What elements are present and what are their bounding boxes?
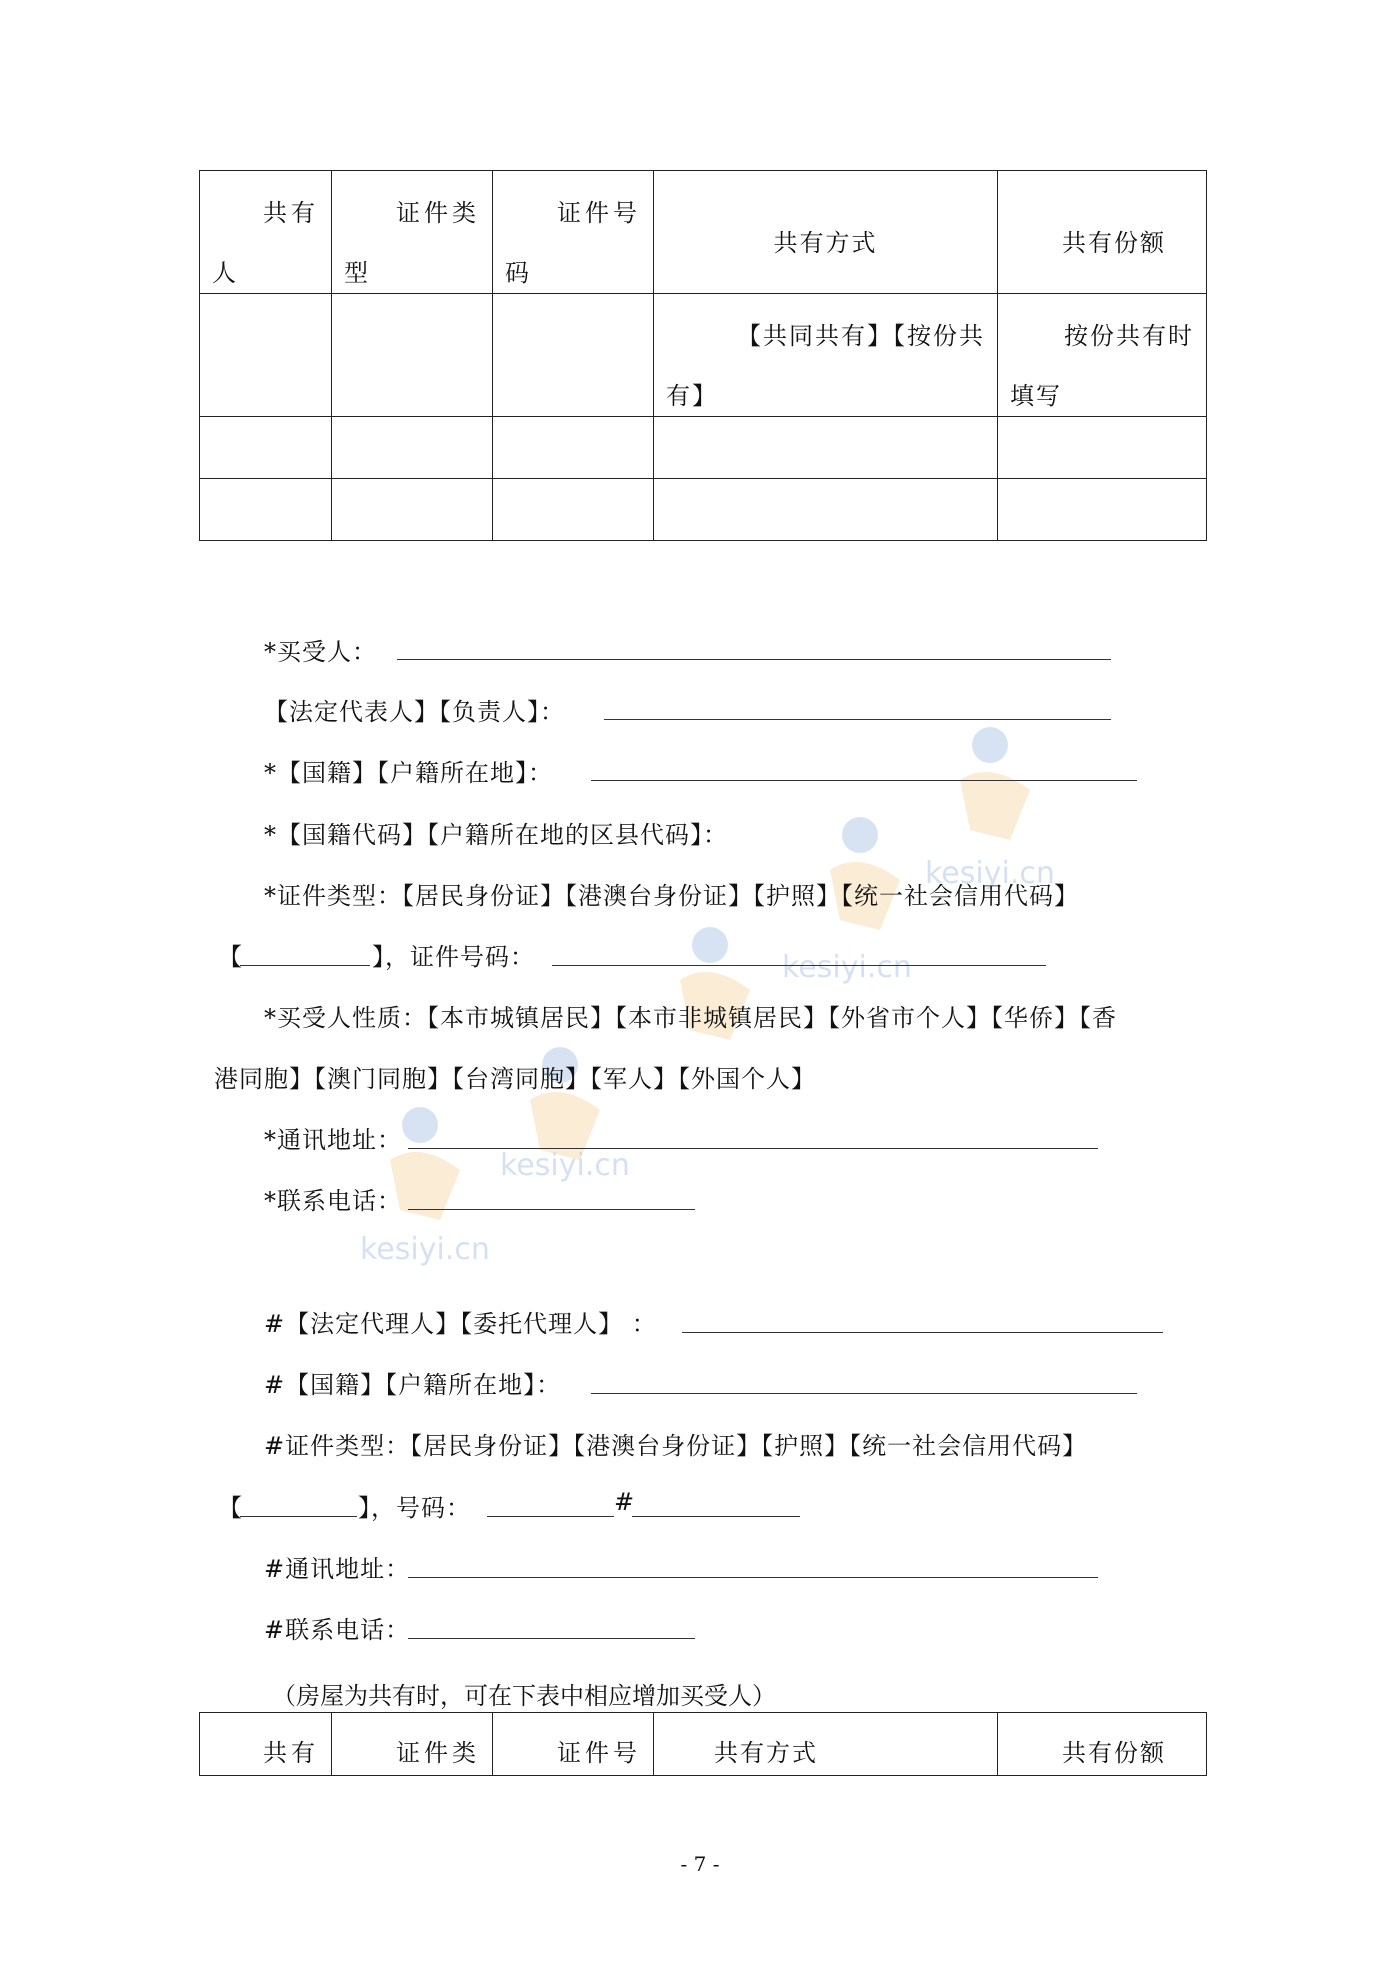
agent-phone-field[interactable] (408, 1638, 695, 1639)
agent-label: #【法定代理人】【委托代理人】 ： (264, 1310, 657, 1338)
table-cell[interactable] (200, 294, 332, 417)
header-text: 共有份额 (1062, 1739, 1166, 1767)
representative-field[interactable] (604, 719, 1111, 720)
id-number-label: 】，证件号码： (372, 943, 535, 971)
watermark-text: kesiyi.cn (925, 856, 1055, 891)
agent-id-hash: # (614, 1488, 636, 1516)
table-cell[interactable] (654, 417, 998, 479)
share-note-text: 按份共有时 (1064, 322, 1194, 350)
watermark-figure-icon (930, 720, 1080, 850)
agent-id-number-field-2[interactable] (632, 1516, 800, 1517)
header-cell-id-type (332, 171, 493, 294)
header-text: 共有 (263, 1739, 319, 1767)
header-text: 型 (344, 259, 368, 287)
buyer-label: *买受人： (264, 638, 377, 666)
nationality-code-label: *【国籍代码】【户籍所在地的区县代码】： (264, 821, 728, 849)
table-cell-share[interactable] (998, 294, 1207, 417)
co-owner-table (199, 170, 1207, 541)
table-row (200, 294, 1207, 417)
header-cell-ownership-mode (654, 171, 998, 294)
table-cell[interactable] (200, 417, 332, 479)
header-text: 共有方式 (773, 229, 878, 257)
table-header-row (200, 171, 1207, 294)
table-cell[interactable] (332, 417, 493, 479)
table-cell[interactable] (493, 294, 654, 417)
header-text: 共有份额 (1062, 229, 1166, 257)
agent-id-open-bracket: 【 (218, 1494, 243, 1522)
mode-options-text: 【共同共有】【按份共 (737, 322, 985, 350)
phone-field[interactable] (408, 1209, 695, 1210)
agent-nationality-label: #【国籍】【户籍所在地】： (264, 1371, 562, 1399)
header-text: 证件类 (396, 1739, 480, 1767)
table-cell[interactable] (493, 479, 654, 541)
header-cell-id-number (493, 1713, 654, 1776)
watermark-text: kesiyi.cn (782, 950, 912, 985)
co-owner-table-2 (199, 1712, 1207, 1776)
address-label: *通讯地址： (264, 1126, 402, 1154)
header-text: 共有方式 (714, 1739, 818, 1767)
agent-address-label: #通讯地址： (264, 1555, 411, 1583)
header-text: 码 (505, 259, 529, 287)
co-owner-caption: （房屋为共有时，可在下表中相应增加买受人） (272, 1682, 776, 1710)
id-other-open-bracket: 【 (218, 943, 243, 971)
agent-nationality-field[interactable] (591, 1393, 1137, 1394)
watermark-text: kesiyi.cn (500, 1148, 630, 1183)
id-type-options: *证件类型：【居民身份证】【港澳台身份证】【护照】【统一社会信用代码】 (264, 882, 1079, 910)
agent-id-number-label: 】，号码： (358, 1494, 471, 1522)
nationality-field[interactable] (591, 780, 1137, 781)
table-header-row (200, 1713, 1207, 1776)
id-number-field[interactable] (552, 965, 1046, 966)
table-cell[interactable] (493, 417, 654, 479)
address-field[interactable] (408, 1148, 1098, 1149)
buyer-nature-options: *买受人性质：【本市城镇居民】【本市非城镇居民】【外省市个人】【华侨】【香 (264, 1004, 1117, 1032)
agent-id-other-type-field[interactable] (240, 1516, 357, 1517)
representative-label: 【法定代表人】【负责人】： (264, 698, 565, 726)
agent-id-type-options: #证件类型：【居民身份证】【港澳台身份证】【护照】【统一社会信用代码】 (264, 1432, 1088, 1460)
phone-label: *联系电话： (264, 1187, 402, 1215)
table-cell[interactable] (332, 294, 493, 417)
table-cell[interactable] (200, 479, 332, 541)
header-text: 人 (212, 259, 236, 287)
table-cell-mode[interactable] (654, 294, 998, 417)
page-number: - 7 - (680, 1852, 720, 1876)
header-text: 共有 (263, 199, 319, 227)
table-cell[interactable] (998, 479, 1207, 541)
nationality-label: *【国籍】【户籍所在地】： (264, 759, 553, 787)
buyer-nature-options-cont: 港同胞】【澳门同胞】【台湾同胞】【军人】【外国个人】 (214, 1065, 816, 1093)
watermark-text: kesiyi.cn (360, 1232, 490, 1267)
header-text: 证件号 (557, 1739, 641, 1767)
header-cell-share (998, 1713, 1207, 1776)
table-cell[interactable] (332, 479, 493, 541)
header-text: 证件类 (396, 199, 480, 227)
table-cell[interactable] (998, 417, 1207, 479)
header-cell-coowner (200, 171, 332, 294)
agent-id-number-field[interactable] (487, 1516, 614, 1517)
header-cell-id-number (493, 171, 654, 294)
table-row (200, 417, 1207, 479)
header-cell-coowner (200, 1713, 332, 1776)
watermark-figure-icon (800, 810, 950, 940)
buyer-name-field[interactable] (397, 659, 1111, 660)
header-cell-share (998, 171, 1207, 294)
agent-phone-label: #联系电话： (264, 1616, 411, 1644)
agent-address-field[interactable] (408, 1577, 1098, 1578)
mode-options-text: 有】 (666, 382, 718, 410)
table-row (200, 479, 1207, 541)
id-other-type-field[interactable] (240, 965, 370, 966)
table-cell[interactable] (654, 479, 998, 541)
agent-name-field[interactable] (682, 1332, 1163, 1333)
header-cell-ownership-mode (654, 1713, 998, 1776)
header-cell-id-type (332, 1713, 493, 1776)
header-text: 证件号 (557, 199, 641, 227)
share-note-text: 填写 (1010, 382, 1062, 410)
